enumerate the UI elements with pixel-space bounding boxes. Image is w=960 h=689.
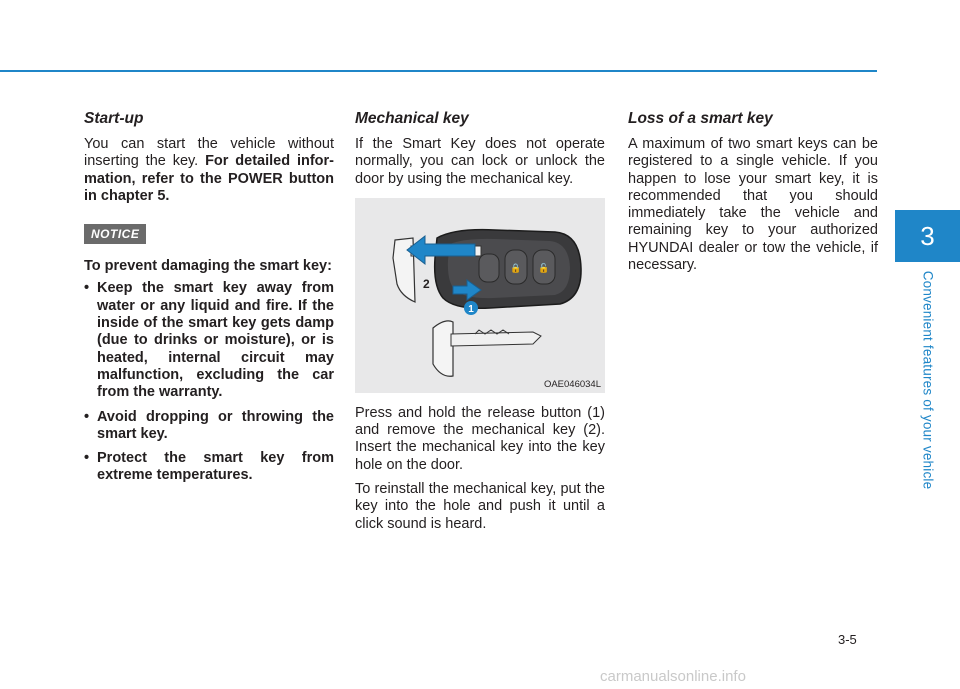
unlock-icon: 🔓 (538, 263, 550, 274)
trunk-button (479, 254, 499, 282)
page-number: 3-5 (838, 632, 857, 647)
list-item (84, 280, 334, 401)
start-up-text: You can start the vehicle without inserting the key. (84, 136, 334, 170)
column-loss-of-key (628, 110, 878, 281)
heading-mechanical-key: Mechanical key (355, 110, 469, 127)
list-item-text: Avoid dropping or throwing the smart key. (97, 408, 334, 442)
lock-icon: 🔒 (510, 263, 522, 274)
notice-badge: NOTICE (84, 224, 146, 244)
figure-code: OAE046034L (543, 378, 601, 390)
bullet-icon: • (84, 280, 90, 297)
heading-loss-of-smart-key: Loss of a smart key (628, 110, 773, 127)
bullet-icon: • (84, 450, 90, 467)
list-item (84, 450, 334, 485)
list-item-text: Keep the smart key away from water or any liquid and fire. If the inside of the smart key gets damp (due to drinks or moisture), or is heated, internal circuit may malfunction, excluding the car from the warranty. (97, 280, 334, 401)
header-rule (0, 70, 877, 72)
watermark: carmanualsonline.info (600, 668, 746, 685)
mechanical-key-step-2: To reinstall the mechanical key, put the key into the hole and push it until a click sound is heard. (355, 481, 605, 532)
mechanical-key-intro: If the Smart Key does not operate normally, you can lock or unlock the door by using the mechanical key. (355, 136, 605, 187)
loss-of-key-paragraph: A maximum of two smart keys can be registered to a single vehicle. If you happen to lose your smart key, it is recommended that you should immediately take the vehicle and remaining key to your authorized HYUNDAI dealer or tow the vehicle, if necessary. (628, 136, 878, 274)
heading-start-up: Start-up (84, 110, 144, 127)
column-start-up (84, 110, 334, 492)
bullet-icon: • (84, 408, 90, 425)
start-up-paragraph (84, 136, 334, 205)
mechanical-key-step-1: Press and hold the release button (1) and remove the mechanical key (2). Insert the mechanical key into the key hole on the door. (355, 404, 605, 473)
notice-list (84, 280, 334, 484)
chapter-number: 3 (895, 210, 960, 262)
callout-1-label: 1 (468, 303, 474, 315)
column-mechanical-key (355, 110, 605, 540)
chapter-tab (895, 210, 960, 499)
start-up-reference: For detailed infor-mation, refer to the POWER button in chapter 5. (84, 153, 334, 204)
chapter-title-area (895, 262, 960, 499)
spare-key-blade (451, 332, 541, 346)
spare-key-head (433, 321, 453, 376)
smart-key-illustration (355, 198, 605, 393)
callout-2-label: 2 (423, 276, 430, 291)
smart-key-diagram (355, 198, 605, 393)
notice-intro: To prevent damaging the smart key: (84, 258, 332, 275)
chapter-title: Convenient features of your vehicle (920, 270, 936, 490)
list-item-text: Protect the smart key from extreme temperatures. (97, 450, 334, 484)
list-item (84, 409, 334, 444)
